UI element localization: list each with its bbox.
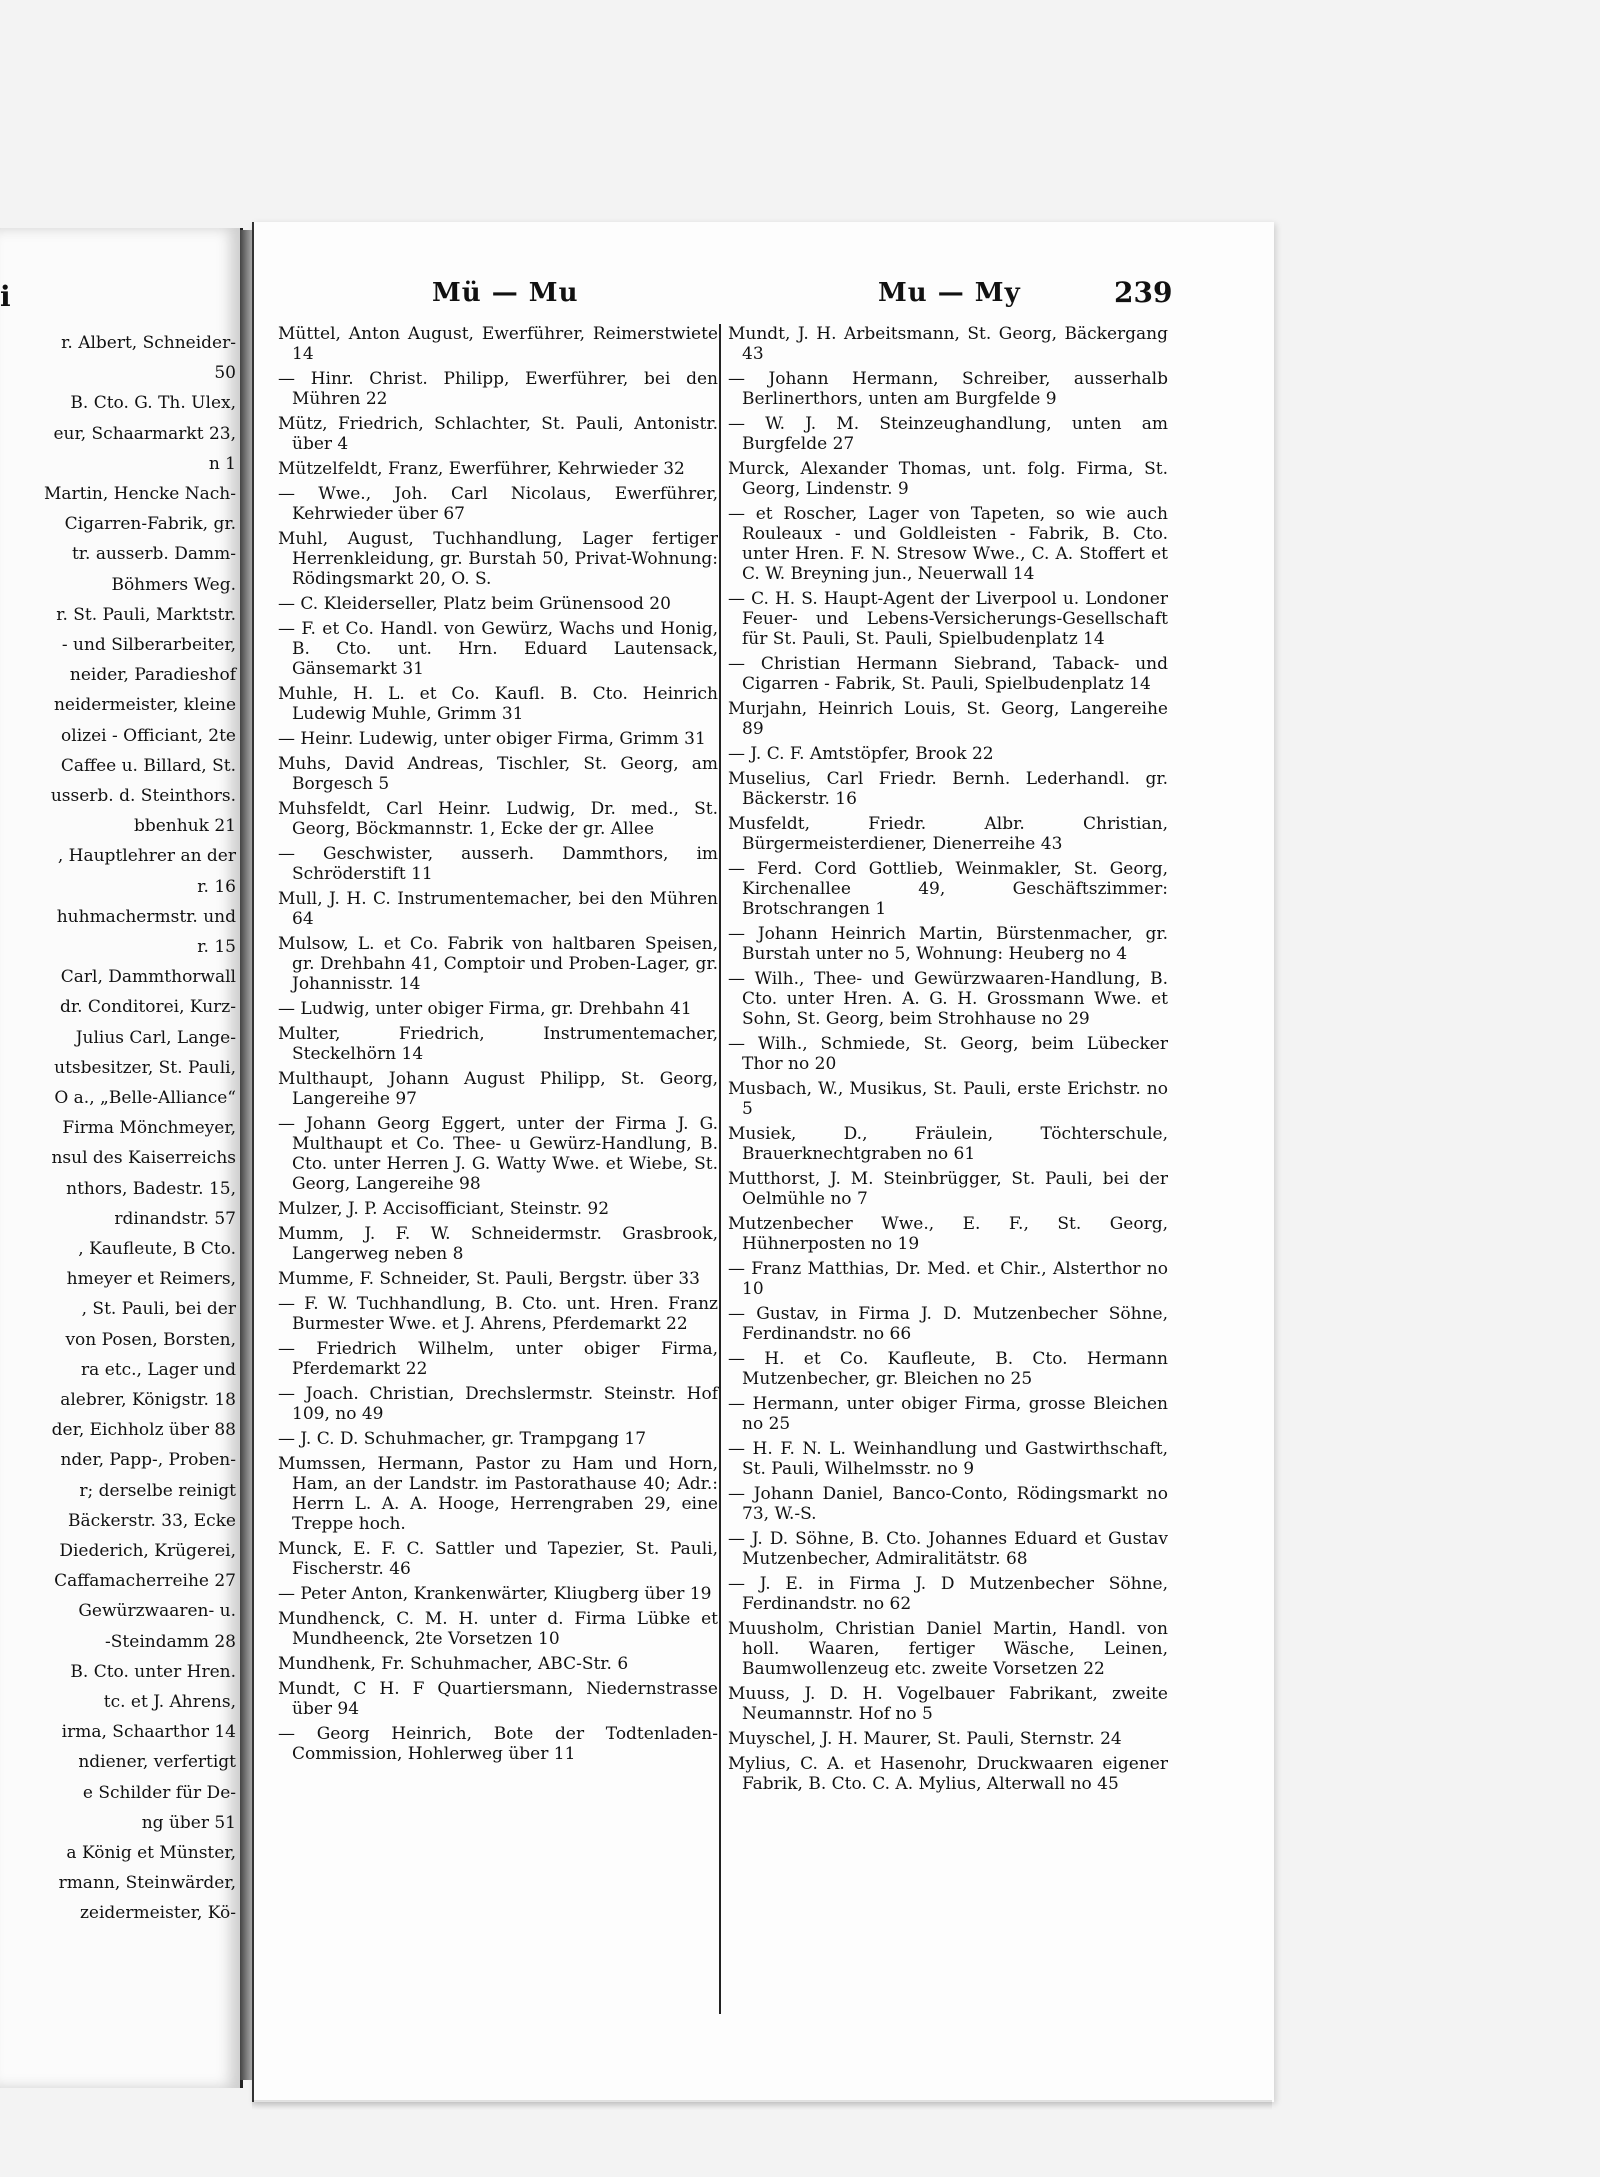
left-page-line: der, Eichholz über 88 — [51, 1420, 236, 1441]
directory-entry: Mylius, C. A. et Hasenohr, Druckwaaren eigener Fabrik, B. Cto. C. A. Mylius, Alterwall no 45 — [728, 1754, 1168, 1794]
directory-entry: Multhaupt, Johann August Philipp, St. Georg, Langereihe 97 — [278, 1069, 718, 1109]
left-page-line: rdinandstr. 57 — [114, 1208, 236, 1229]
left-page-line: ng über 51 — [141, 1812, 236, 1833]
directory-entry: — Ludwig, unter obiger Firma, gr. Drehbahn 41 — [278, 999, 692, 1019]
directory-entry: — Franz Matthias, Dr. Med. et Chir., Alsterthor no 10 — [728, 1259, 1168, 1299]
directory-entry: — Johann Georg Eggert, unter der Firma J. G. Multhaupt et Co. Thee- u Gewürz-Handlung, B. Cto. unter Herren J. G. Watty Wwe. et Wiebe, St. Georg, Langereihe 98 — [278, 1114, 718, 1194]
left-page-line: von Posen, Borsten, — [65, 1329, 236, 1350]
running-head-left: Mü — Mu — [432, 278, 579, 308]
directory-entry: — Heinr. Ludewig, unter obiger Firma, Grimm 31 — [278, 729, 706, 749]
directory-entry: Musiek, D., Fräulein, Töchterschule, Brauerknechtgraben no 61 — [728, 1124, 1168, 1164]
left-page-line: B. Cto. G. Th. Ulex, — [70, 393, 236, 414]
page-number: 239 — [1114, 276, 1173, 309]
left-page-line: tc. et J. Ahrens, — [103, 1692, 236, 1712]
directory-entry: Mumm, J. F. W. Schneidermstr. Grasbrook, Langerweg neben 8 — [278, 1224, 718, 1264]
directory-entry: Mulzer, J. P. Accisofficiant, Steinstr. 92 — [278, 1199, 610, 1219]
left-page-line: , Kaufleute, B Cto. — [78, 1239, 236, 1259]
directory-entry: — Christian Hermann Siebrand, Taback- und Cigarren - Fabrik, St. Pauli, Spielbudenplatz 14 — [728, 654, 1168, 694]
left-page-line: huhmachermstr. und — [56, 906, 236, 927]
directory-entry: Muusholm, Christian Daniel Martin, Handl. von holl. Waaren, fertiger Wäsche, Leinen, Baumwollenzeug etc. zweite Vorsetzen 22 — [728, 1619, 1168, 1679]
directory-entry: — et Roscher, Lager von Tapeten, so wie auch Rouleaux - und Goldleisten - Fabrik, B. Cto. unter Hren. F. N. Stresow Wwe., C. A. Stoffert et C. W. Breyning jun., Neuerwall 14 — [728, 504, 1168, 584]
directory-entry: — H. F. N. L. Weinhandlung und Gastwirthschaft, St. Pauli, Wilhelmsstr. no 9 — [728, 1439, 1168, 1479]
directory-entry: — Wwe., Joh. Carl Nicolaus, Ewerführer, Kehrwieder über 67 — [278, 484, 718, 524]
directory-entry: — F. et Co. Handl. von Gewürz, Wachs und Honig, B. Cto. unt. Hrn. Eduard Lautensack, Gänsemarkt 31 — [278, 619, 718, 679]
directory-column-right — [728, 324, 1168, 1799]
left-page-line: Carl, Dammthorwall — [60, 967, 236, 988]
left-page-line: nthors, Badestr. 15, — [66, 1178, 236, 1199]
left-page-line: r. Albert, Schneider- — [61, 333, 236, 353]
directory-entry: — W. J. M. Steinzeughandlung, unten am Burgfelde 27 — [728, 414, 1168, 454]
directory-entry: — Georg Heinrich, Bote der Todtenladen-Commission, Hohlerweg über 11 — [278, 1724, 718, 1764]
left-page-line: Firma Mönchmeyer, — [62, 1118, 236, 1139]
left-page-line: a König et Münster, — [66, 1843, 236, 1863]
left-page-line: neider, Paradieshof — [69, 665, 236, 686]
directory-entry: Multer, Friedrich, Instrumentemacher, Steckelhörn 14 — [278, 1024, 718, 1064]
directory-entry: Mutzenbecher Wwe., E. F., St. Georg, Hühnerposten no 19 — [728, 1214, 1168, 1254]
left-page-line: Gewürzwaaren- u. — [78, 1601, 236, 1622]
left-page-line: dr. Conditorei, Kurz- — [59, 997, 236, 1018]
directory-column-left — [278, 324, 718, 1769]
directory-entry: Mull, J. H. C. Instrumentemacher, bei den Mühren 64 — [278, 889, 718, 929]
page-shadow — [252, 2100, 1272, 2110]
right-page — [252, 222, 1274, 2102]
left-page-line: ndiener, verfertigt — [78, 1752, 236, 1773]
left-page-line: nder, Papp-, Proben- — [60, 1450, 236, 1471]
left-page-line: r. 16 — [197, 876, 236, 897]
left-page-line: Diederich, Krügerei, — [59, 1541, 236, 1561]
left-page-line: tr. ausserb. Damm- — [71, 544, 236, 565]
directory-entry: — Ferd. Cord Gottlieb, Weinmakler, St. Georg, Kirchenallee 49, Geschäftszimmer: Brotschrangen 1 — [728, 859, 1168, 919]
left-page-line: ra etc., Lager und — [81, 1359, 236, 1380]
page-header — [254, 278, 1274, 318]
left-page-line: , Hauptlehrer an der — [57, 846, 236, 867]
left-page-line: usserb. d. Steinthors. — [50, 786, 236, 806]
directory-entry: — Johann Heinrich Martin, Bürstenmacher, gr. Burstah unter no 5, Wohnung: Heuberg no 4 — [728, 924, 1168, 964]
left-page-line: r. St. Pauli, Marktstr. — [56, 604, 236, 625]
directory-entry: — J. C. F. Amtstöpfer, Brook 22 — [728, 744, 994, 764]
directory-entry: Mütz, Friedrich, Schlachter, St. Pauli, Antonistr. über 4 — [278, 414, 718, 454]
directory-entry: Mundhenk, Fr. Schuhmacher, ABC-Str. 6 — [278, 1654, 629, 1674]
left-page-line: - und Silberarbeiter, — [61, 635, 236, 655]
directory-entry: — Johann Daniel, Banco-Conto, Rödingsmarkt no 73, W.-S. — [728, 1484, 1168, 1524]
left-page-line: r; derselbe reinigt — [79, 1480, 236, 1501]
left-page-line: n 1 — [208, 453, 236, 474]
directory-entry: — Geschwister, ausserh. Dammthors, im Schröderstift 11 — [278, 844, 718, 884]
directory-entry: Murck, Alexander Thomas, unt. folg. Firma, St. Georg, Lindenstr. 9 — [728, 459, 1168, 499]
left-page-fragment — [0, 228, 243, 2088]
directory-entry: Müttel, Anton August, Ewerführer, Reimerstwiete 14 — [278, 324, 718, 364]
left-page-line: -Steindamm 28 — [105, 1631, 236, 1652]
left-page-heading: i — [0, 280, 11, 313]
directory-entry: Musfeldt, Friedr. Albr. Christian, Bürgermeisterdiener, Dienerreihe 43 — [728, 814, 1168, 854]
directory-entry: — C. H. S. Haupt-Agent der Liverpool u. Londoner Feuer- und Lebens-Versicherungs-Gesellschaft für St. Pauli, St. Pauli, Spielbudenplatz 14 — [728, 589, 1168, 649]
left-page-line: utsbesitzer, St. Pauli, — [54, 1057, 236, 1078]
directory-entry: Muyschel, J. H. Maurer, St. Pauli, Sternstr. 24 — [728, 1729, 1122, 1749]
directory-entry: — Hermann, unter obiger Firma, grosse Bleichen no 25 — [728, 1394, 1168, 1434]
directory-entry: Muhsfeldt, Carl Heinr. Ludwig, Dr. med., St. Georg, Böckmannstr. 1, Ecke der gr. Allee — [278, 799, 718, 839]
directory-entry: Mutthorst, J. M. Steinbrügger, St. Pauli, bei der Oelmühle no 7 — [728, 1169, 1168, 1209]
left-page-line: B. Cto. unter Hren. — [70, 1661, 236, 1682]
directory-entry: — Wilh., Thee- und Gewürzwaaren-Handlung, B. Cto. unter Hren. A. G. H. Grossmann Wwe. et Sohn, St. Georg, beim Strohhause no 29 — [728, 969, 1168, 1029]
directory-entry: — J. E. in Firma J. D Mutzenbecher Söhne, Ferdinandstr. no 62 — [728, 1574, 1168, 1614]
directory-entry: — Hinr. Christ. Philipp, Ewerführer, bei den Mühren 22 — [278, 369, 718, 409]
directory-entry: Mundt, J. H. Arbeitsmann, St. Georg, Bäckergang 43 — [728, 324, 1168, 364]
left-page-line: nsul des Kaiserreichs — [51, 1148, 236, 1169]
directory-entry: Mulsow, L. et Co. Fabrik von haltbaren Speisen, gr. Drehbahn 41, Comptoir und Proben-Lager, gr. Johannisstr. 14 — [278, 934, 718, 994]
directory-entry: Mundhenck, C. M. H. unter d. Firma Lübke et Mundheenck, 2te Vorsetzen 10 — [278, 1609, 718, 1649]
directory-entry: Mumssen, Hermann, Pastor zu Ham und Horn, Ham, an der Landstr. im Pastorathause 40; Adr.: Herrn L. A. A. Hooge, Herrengraben 29, eine Treppe hoch. — [278, 1454, 718, 1534]
directory-entry: — J. C. D. Schuhmacher, gr. Trampgang 17 — [278, 1429, 647, 1449]
left-page-line: olizei - Officiant, 2te — [61, 725, 236, 746]
directory-entry: Munck, E. F. C. Sattler und Tapezier, St. Pauli, Fischerstr. 46 — [278, 1539, 718, 1579]
directory-entry: — Gustav, in Firma J. D. Mutzenbecher Söhne, Ferdinandstr. no 66 — [728, 1304, 1168, 1344]
column-divider — [719, 324, 721, 2014]
left-page-line: Julius Carl, Lange- — [75, 1027, 236, 1048]
left-page-line: Cigarren-Fabrik, gr. — [64, 514, 236, 535]
directory-entry: Mützelfeldt, Franz, Ewerführer, Kehrwieder 32 — [278, 459, 685, 479]
directory-entry: Muhle, H. L. et Co. Kaufl. B. Cto. Heinrich Ludewig Muhle, Grimm 31 — [278, 684, 718, 724]
left-page-line: r. 15 — [197, 937, 236, 957]
directory-entry: Murjahn, Heinrich Louis, St. Georg, Langereihe 89 — [728, 699, 1168, 739]
left-page-line: O a., „Belle-Alliance“ — [54, 1088, 236, 1108]
directory-entry: — Johann Hermann, Schreiber, ausserhalb Berlinerthors, unten am Burgfelde 9 — [728, 369, 1168, 409]
left-page-line: 50 — [214, 363, 236, 384]
left-page-line: Caffee u. Billard, St. — [60, 755, 236, 776]
directory-entry: — Joach. Christian, Drechslermstr. Steinstr. Hof 109, no 49 — [278, 1384, 718, 1424]
directory-entry: Muhs, David Andreas, Tischler, St. Georg, am Borgesch 5 — [278, 754, 718, 794]
left-page-line: hmeyer et Reimers, — [66, 1269, 236, 1290]
left-page-line: irma, Schaarthor 14 — [61, 1722, 236, 1743]
left-page-line: , St. Pauli, bei der — [81, 1299, 236, 1320]
left-page-line: Bäckerstr. 33, Ecke — [68, 1510, 236, 1531]
directory-entry: — Peter Anton, Krankenwärter, Kliugberg über 19 — [278, 1584, 712, 1604]
directory-entry: Mumme, F. Schneider, St. Pauli, Bergstr. über 33 — [278, 1269, 700, 1289]
directory-entry: Muuss, J. D. H. Vogelbauer Fabrikant, zweite Neumannstr. Hof no 5 — [728, 1684, 1168, 1724]
left-page-line: bbenhuk 21 — [133, 816, 236, 837]
left-page-line: rmann, Steinwärder, — [58, 1873, 236, 1894]
left-page-line: Böhmers Weg. — [111, 574, 236, 595]
directory-entry: Musbach, W., Musikus, St. Pauli, erste Erichstr. no 5 — [728, 1079, 1168, 1119]
directory-entry: — C. Kleiderseller, Platz beim Grünensood 20 — [278, 594, 671, 614]
running-head-right: Mu — My — [878, 278, 1021, 308]
left-page-line: Martin, Hencke Nach- — [43, 484, 236, 504]
directory-entry: — J. D. Söhne, B. Cto. Johannes Eduard et Gustav Mutzenbecher, Admiralitätstr. 68 — [728, 1529, 1168, 1569]
left-page-line: alebrer, Königstr. 18 — [60, 1390, 236, 1410]
directory-entry: — F. W. Tuchhandlung, B. Cto. unt. Hren. Franz Burmester Wwe. et J. Ahrens, Pferdemarkt 22 — [278, 1294, 718, 1334]
left-page-line: eur, Schaarmarkt 23, — [53, 423, 236, 444]
directory-entry: — H. et Co. Kaufleute, B. Cto. Hermann Mutzenbecher, gr. Bleichen no 25 — [728, 1349, 1168, 1389]
directory-entry: Muselius, Carl Friedr. Bernh. Lederhandl. gr. Bäckerstr. 16 — [728, 769, 1168, 809]
left-page-line: Caffamacherreihe 27 — [54, 1571, 236, 1592]
directory-entry: — Wilh., Schmiede, St. Georg, beim Lübecker Thor no 20 — [728, 1034, 1168, 1074]
left-page-line: zeidermeister, Kö- — [79, 1903, 236, 1924]
directory-entry: Mundt, C H. F Quartiersmann, Niedernstrasse über 94 — [278, 1679, 718, 1719]
left-page-line: e Schilder für De- — [82, 1782, 236, 1803]
left-page-line: neidermeister, kleine — [53, 695, 236, 716]
directory-entry: — Friedrich Wilhelm, unter obiger Firma, Pferdemarkt 22 — [278, 1339, 718, 1379]
directory-entry: Muhl, August, Tuchhandlung, Lager fertiger Herrenkleidung, gr. Burstah 50, Privat-Wohnung: Rödingsmarkt 20, O. S. — [278, 529, 718, 589]
